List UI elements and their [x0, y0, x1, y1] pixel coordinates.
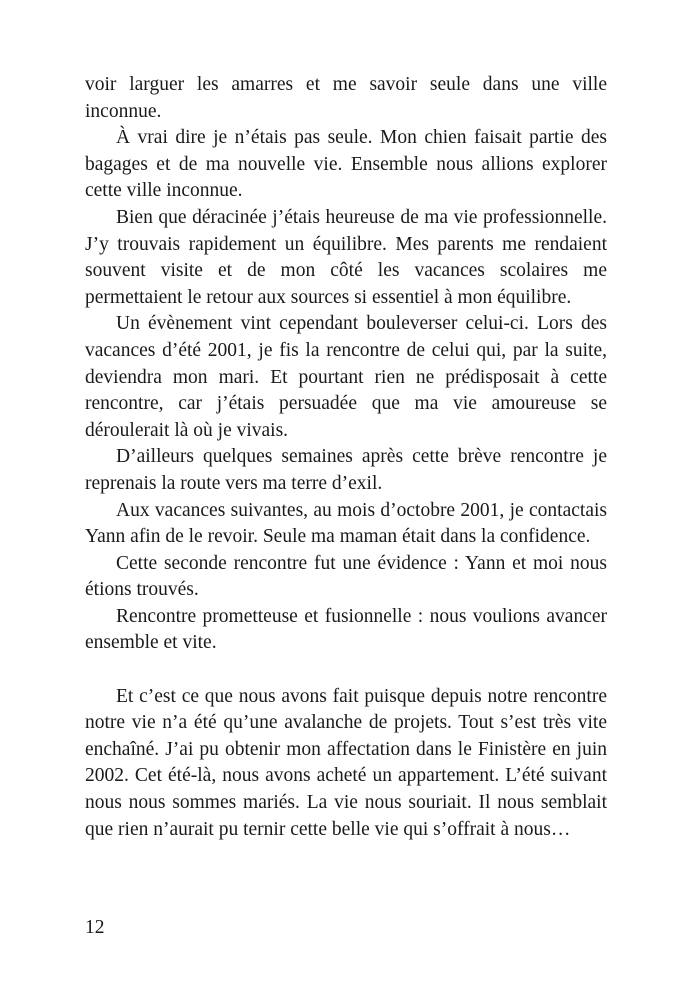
paragraph-professional-life: Bien que déracinée j’étais heureuse de ma vie professionnelle. J’y trouvais rapidement un équilibre. Mes parents me rendaient souvent visite et de mon côté les vacances scolaires me permettaient le retour aux sources si essentiel à mon équilibre. — [85, 206, 607, 308]
paragraph-projects: Et c’est ce que nous avons fait puisque depuis notre rencontre notre vie n’a été qu’une avalanche de projets. Tout s’est très vite enchaîné. J’ai pu obtenir mon affectation dans le Finistère en juin 2002. Cet été-là, nous avons acheté un appartement. L’été suivant nous nous sommes mariés. La vie nous souriait. Il nous semblait que rien n’aurait pu ternir cette belle vie qui s’offrait à nous… — [85, 685, 607, 840]
paragraph-second-meeting: Cette seconde rencontre fut une évidence : Yann et moi nous étions trouvés. — [85, 552, 607, 601]
paragraph-promising: Rencontre prometteuse et fusionnelle : nous voulions avancer ensemble et vite. — [85, 605, 607, 654]
body-text — [85, 72, 607, 843]
paragraph-continuation: voir larguer les amarres et me savoir seule dans une ville inconnue. — [85, 74, 607, 122]
paragraph-event: Un évènement vint cependant bouleverser celui-ci. Lors des vacances d’été 2001, je fis la rencontre de celui qui, par la suite, deviendra mon mari. Et pourtant rien ne prédisposait à cette rencontre, car j’étais persuadée que ma vie amoureuse se déroulerait là où je vivais. — [85, 313, 607, 441]
paragraph-october: Aux vacances suivantes, au mois d’octobre 2001, je contactais Yann afin de le revoir. Seule ma maman était dans la confidence. — [85, 499, 607, 548]
paragraph-not-alone: À vrai dire je n’étais pas seule. Mon chien faisait partie des bagages et de ma nouvelle vie. Ensemble nous allions explorer cette ville inconnue. — [85, 127, 607, 202]
page-number: 12 — [85, 917, 105, 938]
paragraph-return-exile: D’ailleurs quelques semaines après cette brève rencontre je reprenais la route vers ma terre d’exil. — [85, 446, 607, 494]
